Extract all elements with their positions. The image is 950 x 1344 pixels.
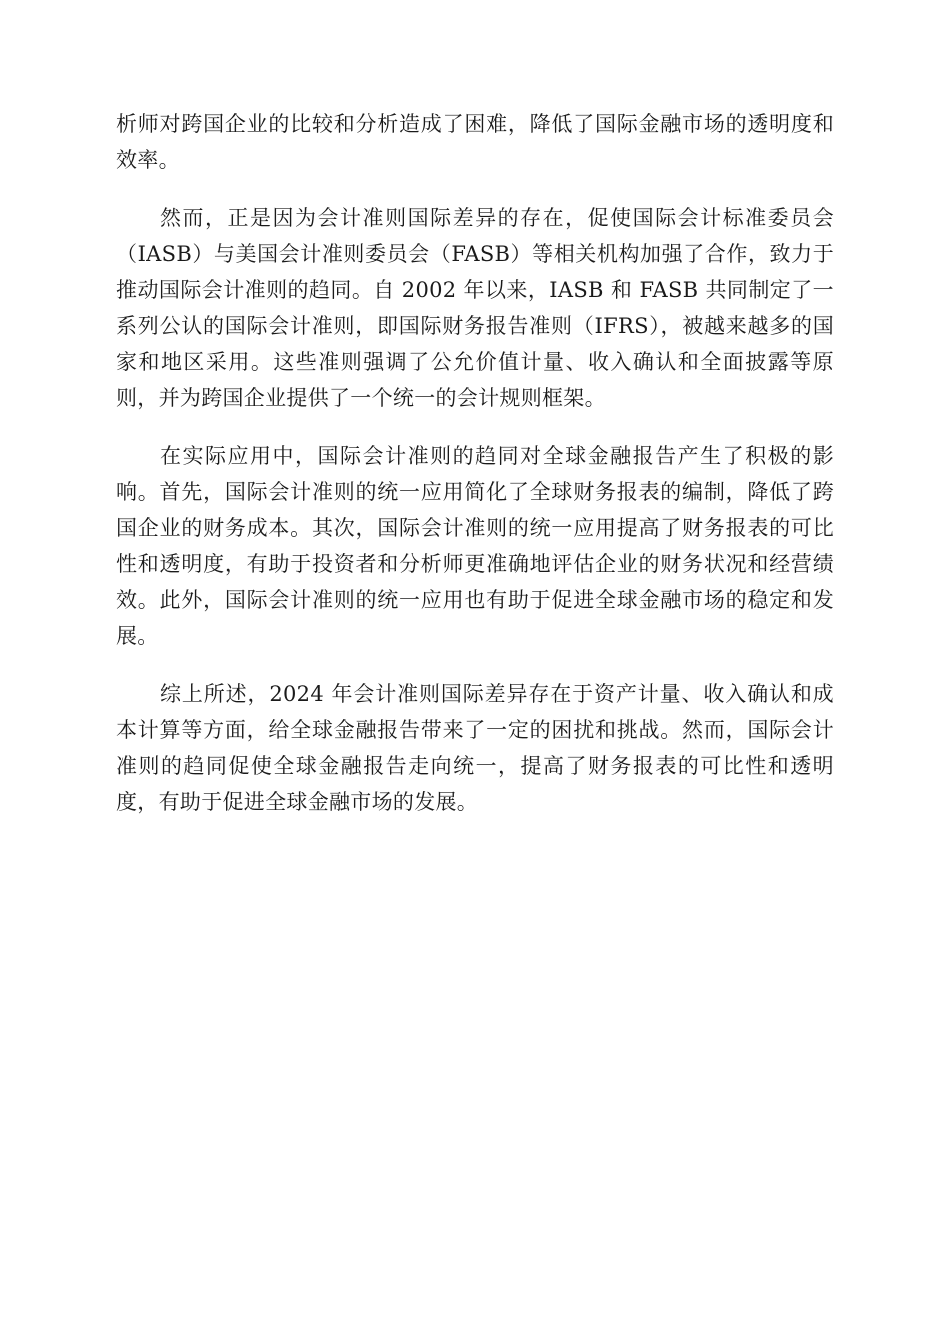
- paragraph-conclusion: 综上所述，2024 年会计准则国际差异存在于资产计量、收入确认和成本计算等方面，给全球金融报告带来了一定的困扰和挑战。然而，国际会计准则的趋同促使全球金融报告走向统一，提高了财务报表的可比性和透明度，有助于促进全球金融市场的发展。: [116, 682, 834, 814]
- paragraph-iasb-fasb-convergence: 然而，正是因为会计准则国际差异的存在，促使国际会计标准委员会（IASB）与美国会计准则委员会（FASB）等相关机构加强了合作，致力于推动国际会计准则的趋同。自 2002 年以来，IASB 和 FASB 共同制定了一系列公认的国际会计准则，即国际财务报告准则（IFRS），被越来越多的国家和地区采用。这些准则强调了公允价值计量、收入确认和全面披露等原则，并为跨国企业提供了一个统一的会计规则框架。: [116, 206, 834, 410]
- paragraph-practical-application: 在实际应用中，国际会计准则的趋同对全球金融报告产生了积极的影响。首先，国际会计准则的统一应用简化了全球财务报表的编制，降低了跨国企业的财务成本。其次，国际会计准则的统一应用提高了财务报表的可比性和透明度，有助于投资者和分析师更准确地评估企业的财务状况和经营绩效。此外，国际会计准则的统一应用也有助于促进全球金融市场的稳定和发展。: [116, 444, 834, 648]
- paragraph-continuation: 析师对跨国企业的比较和分析造成了困难，降低了国际金融市场的透明度和效率。: [116, 112, 834, 172]
- document-body: [116, 106, 834, 820]
